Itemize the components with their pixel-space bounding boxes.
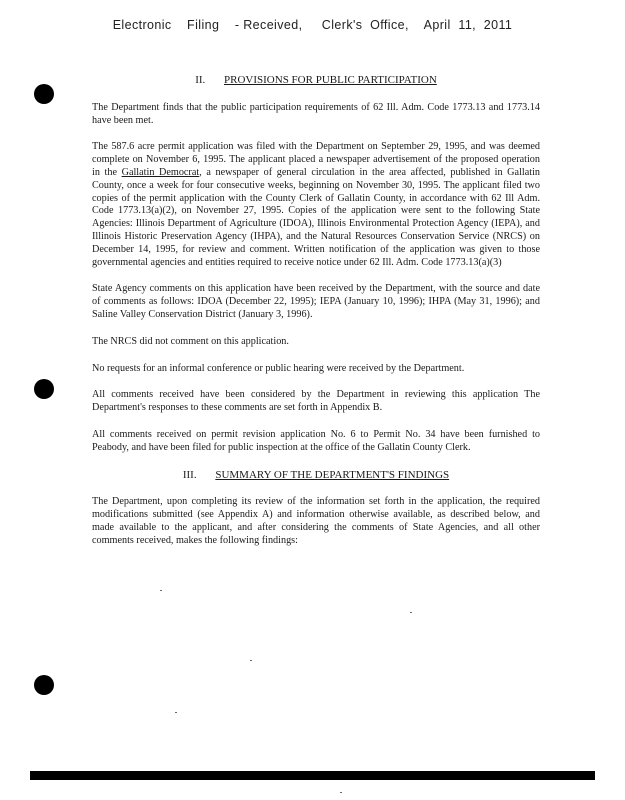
section-ii-title: PROVISIONS FOR PUBLIC PARTICIPATION: [224, 74, 437, 86]
scan-speck: [340, 792, 342, 793]
punch-hole-top: [34, 84, 54, 104]
paragraph-agency-comments: State Agency comments on this application have been received by the Department, with the source and date of comments as follows: IDOA (December 22, 1995); IEPA (January 10, 1996); IHPA (May 31, 1996); and Saline Valley Conservation District (January 3, 1996).: [92, 283, 540, 320]
paragraph-findings-intro: The Department, upon completing its review of the information set forth in the application, the required modifications submitted (see Appendix A) and information otherwise available, as described below, and made available to the applicant, and after considering the comments of State Agencies, and all other comments received, makes the following findings:: [92, 496, 540, 546]
paragraph-no-requests: No requests for an informal conference or public hearing were received by the Department.: [92, 362, 465, 374]
newspaper-name: Gallatin Democrat: [121, 166, 200, 178]
paragraph-application-filing-part1: The 587.6 acre permit application was filed with the Department on September 29, 1995, and was deemed complete on November 6, 1995. The applicant placed a newspaper advertisement of the proposed operation in the: [92, 141, 540, 178]
paragraph-participation-met: The Department finds that the public participation requirements of 62 Ill. Adm. Code 1773.13 and 1773.14 have been met.: [92, 101, 540, 126]
paragraph-application-filing-part2: , a newspaper of general circulation in the area affected, published in Gallatin County, once a week for four consecutive weeks, beginning on November 30, 1995. The applicant filed two copies of the permit application with the County Clerk of Gallatin County, in accordance with 62 Ill Adm. Code 1773.13(a)(2), on November 27, 1995. Copies of the application were sent to the following State Agencies: Illinois Department of Agriculture (IDOA), Illinois Environmental Protection Agency (IEPA), and Illinois Historic Preservation Agency (IHPA), and the Natural Resources Conservation Service (NRCS) on December 14, 1995, for review and comment. Written notification of the application was given to those governmental agencies and entities required to receive notice under 62 Ill. Adm. Code 1773.13(a)(3): [92, 166, 540, 268]
section-iii-title: SUMMARY OF THE DEPARTMENT'S FINDINGS: [215, 468, 450, 481]
paragraph-comments-furnished: All comments received on permit revision application No. 6 to Permit No. 34 have been furnished to Peabody, and have been filed for public inspection at the office of the Gallatin County Clerk.: [92, 428, 540, 453]
section-iii-heading: [92, 469, 540, 482]
paragraph-comments-considered: All comments received have been considered by the Department in reviewing this application The Department's responses to these comments are set forth in Appendix B.: [92, 389, 540, 414]
section-ii-number: II.: [195, 74, 206, 86]
scan-speck: [175, 712, 177, 713]
punch-hole-bottom: [34, 675, 54, 695]
scan-speck: [160, 590, 162, 591]
punch-hole-middle: [34, 379, 54, 399]
section-iii-number: III.: [182, 468, 197, 481]
electronic-filing-stamp: Electronic Filing - Received, Clerk's Office, April 11, 2011: [112, 18, 513, 32]
paragraph-nrcs: The NRCS did not comment on this application.: [92, 335, 289, 347]
section-ii-heading: [92, 74, 540, 87]
scan-speck: [250, 660, 252, 661]
scan-bottom-border: [30, 771, 595, 780]
document-body: [92, 74, 540, 562]
scan-speck: [410, 612, 412, 613]
paragraph-application-filing: [92, 141, 540, 269]
